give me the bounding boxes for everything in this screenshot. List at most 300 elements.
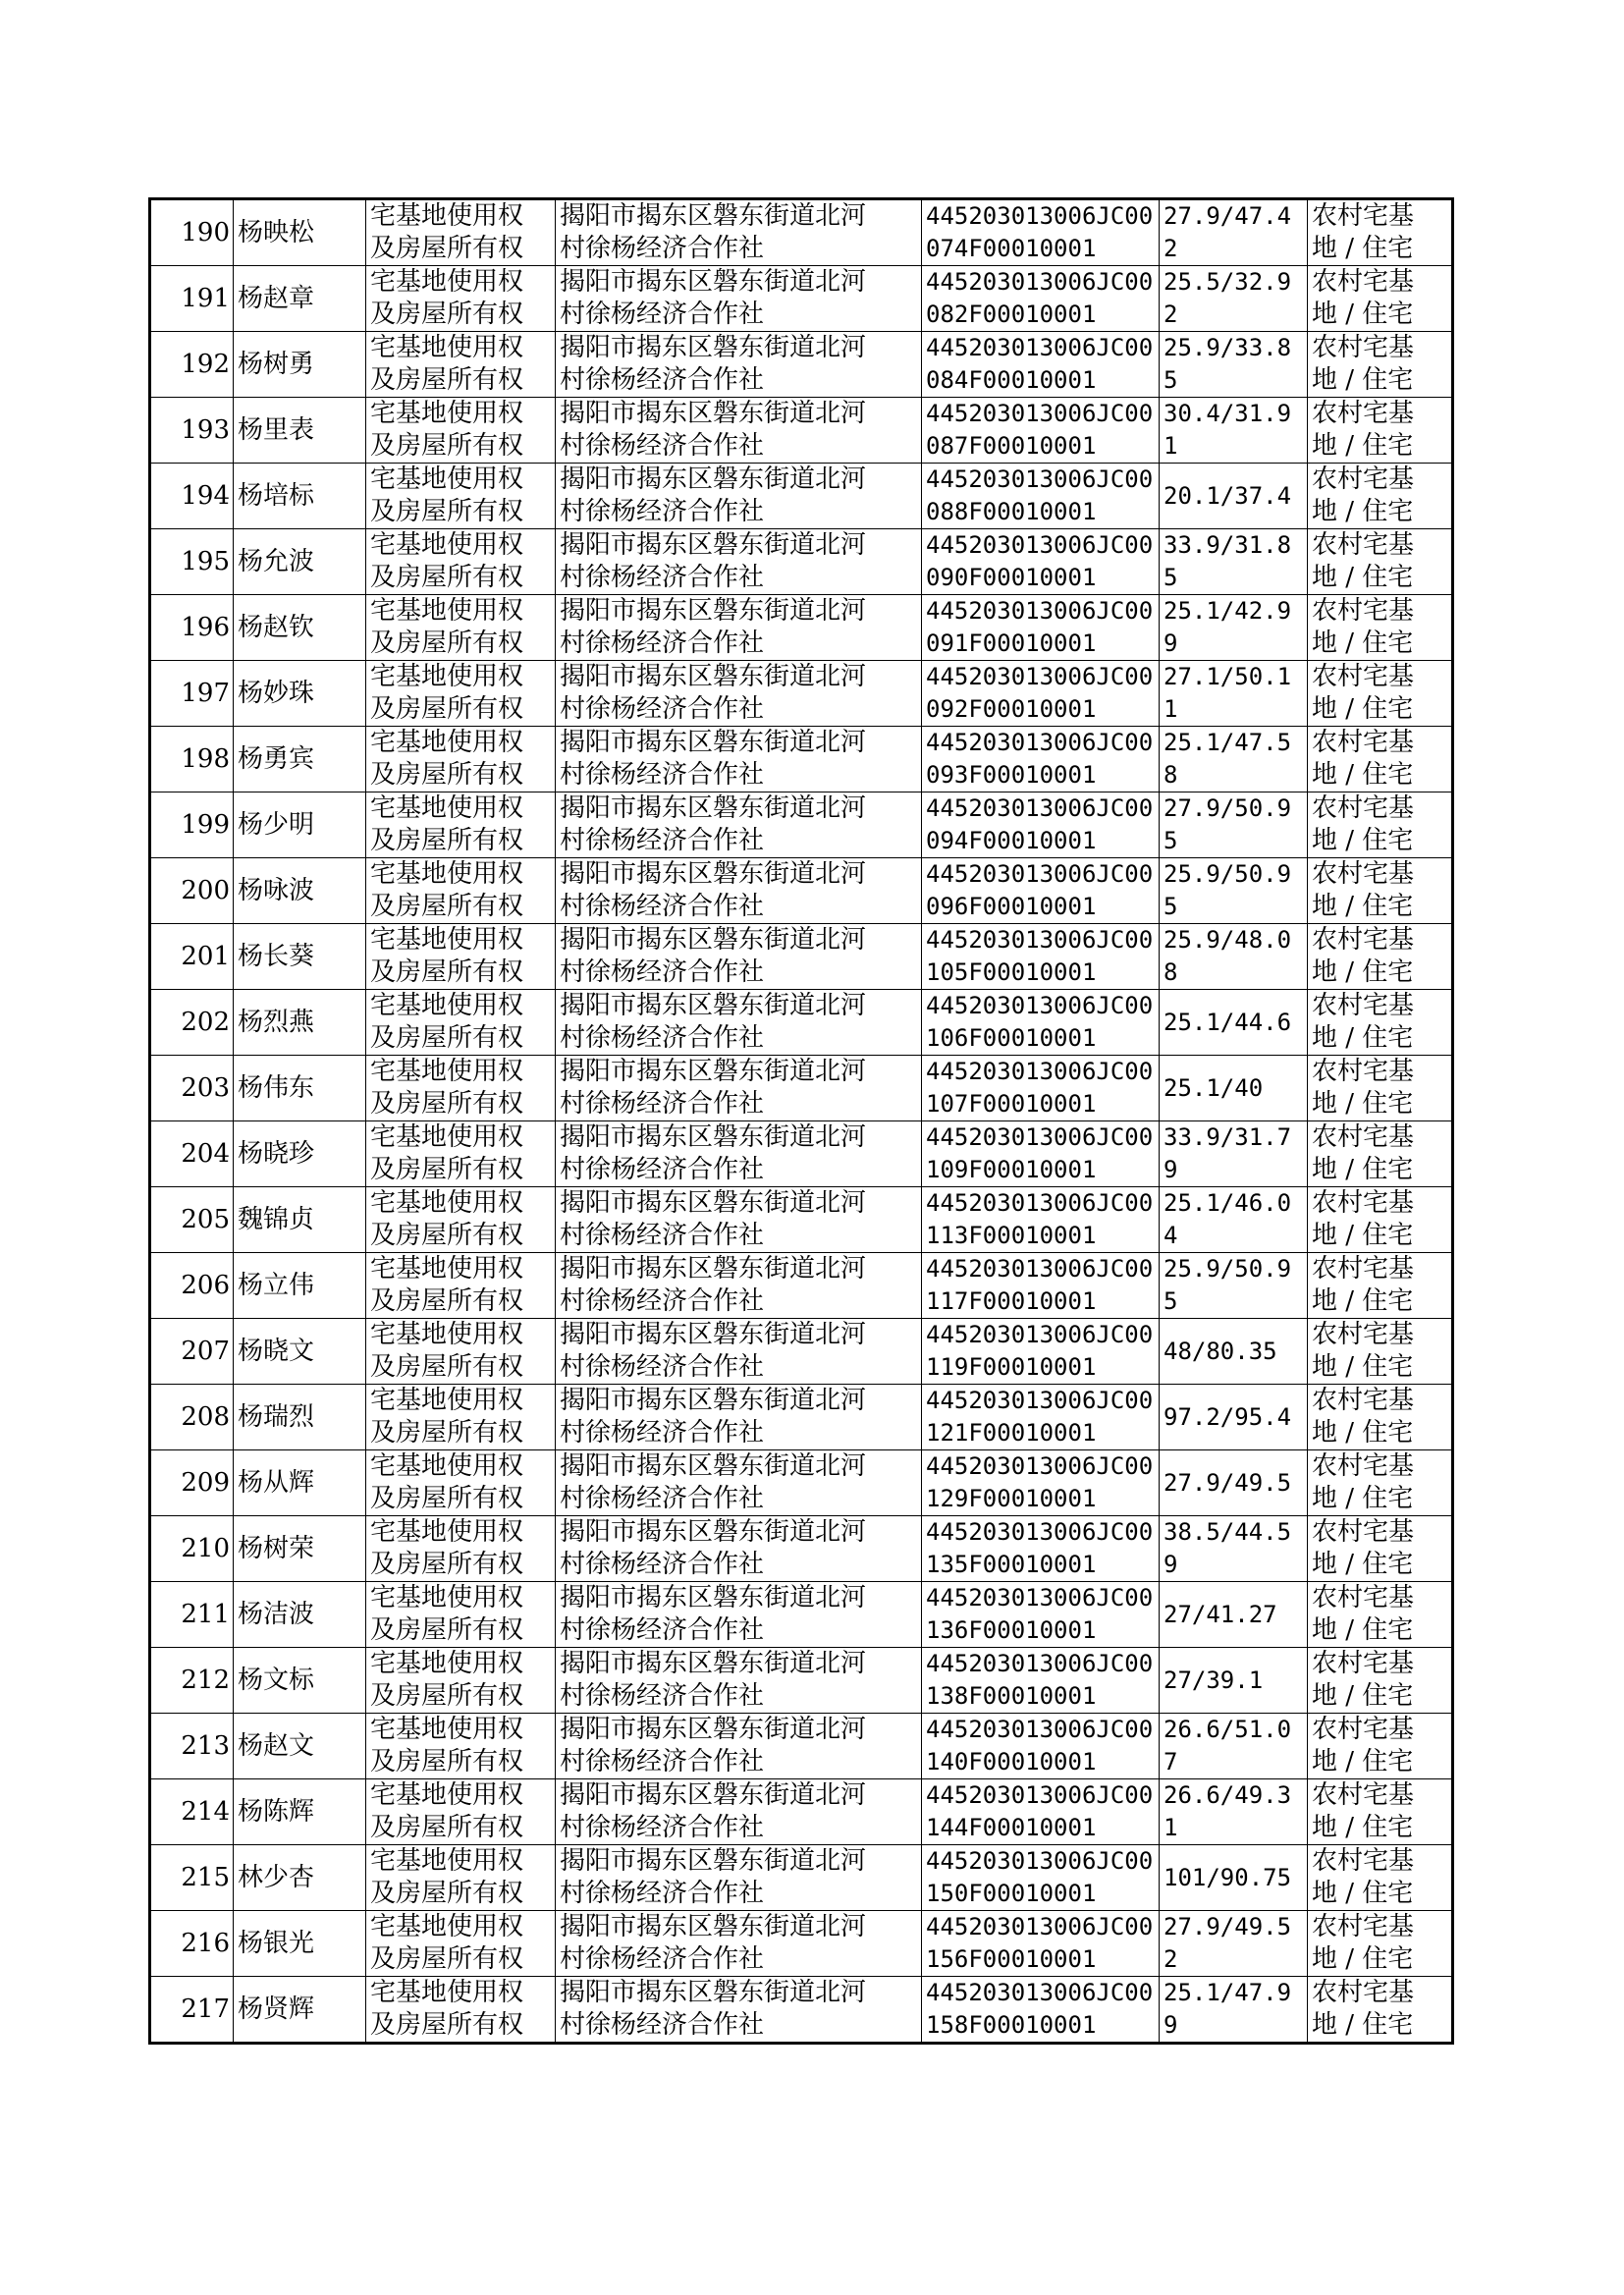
collective-org-cell-line: 村徐杨经济合作社 — [560, 1089, 765, 1119]
unit-code-cell-line: 088F00010001 — [926, 498, 1097, 525]
right-type-cell-line: 及房屋所有权 — [370, 2010, 524, 2040]
row-number-cell: 195 — [150, 529, 234, 595]
row-number-cell: 199 — [150, 792, 234, 858]
unit-code-cell-line: 445203013006JC00 — [926, 1913, 1154, 1940]
land-use-cell — [1308, 1845, 1453, 1911]
land-use-cell-line: 地 / 住宅 — [1312, 1418, 1414, 1448]
table-row — [150, 1450, 1453, 1516]
area-cell-line: 5 — [1164, 827, 1178, 854]
unit-code-cell — [922, 792, 1160, 858]
unit-code-cell-line: 144F00010001 — [926, 1814, 1097, 1841]
unit-code-cell-line: 445203013006JC00 — [926, 1255, 1154, 1283]
land-use-cell-line: 地 / 住宅 — [1312, 1089, 1414, 1119]
land-use-cell-line: 农村宅基 — [1312, 991, 1415, 1020]
collective-org-cell — [556, 1648, 922, 1714]
unit-code-cell — [922, 595, 1160, 661]
area-cell-line: 25.1/46.0 — [1164, 1189, 1292, 1217]
row-number-cell: 214 — [150, 1779, 234, 1845]
right-type-cell-line: 及房屋所有权 — [370, 1747, 524, 1776]
collective-org-cell-line: 村徐杨经济合作社 — [560, 1286, 765, 1316]
collective-org-cell-line: 村徐杨经济合作社 — [560, 1944, 765, 1974]
row-number-cell: 205 — [150, 1187, 234, 1253]
row-number-cell: 204 — [150, 1121, 234, 1187]
unit-code-cell — [922, 529, 1160, 595]
area-cell — [1160, 1056, 1308, 1121]
area-cell — [1160, 1385, 1308, 1450]
area-cell-line: 27.9/49.5 — [1164, 1913, 1292, 1940]
right-type-cell-line: 宅基地使用权 — [370, 1057, 524, 1086]
land-use-cell-line: 地 / 住宅 — [1312, 760, 1414, 790]
unit-code-cell-line: 121F00010001 — [926, 1419, 1097, 1447]
right-type-cell — [366, 1516, 556, 1582]
right-type-cell-line: 宅基地使用权 — [370, 925, 524, 955]
row-number-cell: 212 — [150, 1648, 234, 1714]
land-use-cell-line: 地 / 住宅 — [1312, 1813, 1414, 1842]
unit-code-cell-line: 106F00010001 — [926, 1024, 1097, 1052]
unit-code-cell-line: 445203013006JC00 — [926, 992, 1154, 1019]
right-type-cell — [366, 858, 556, 924]
collective-org-cell — [556, 1911, 922, 1977]
right-type-cell-line: 及房屋所有权 — [370, 1681, 524, 1711]
table-row — [150, 1385, 1453, 1450]
table-row — [150, 332, 1453, 398]
owner-name-cell: 杨里表 — [234, 398, 366, 464]
right-type-cell-line: 宅基地使用权 — [370, 793, 524, 823]
collective-org-cell-line: 村徐杨经济合作社 — [560, 1550, 765, 1579]
collective-org-cell — [556, 266, 922, 332]
area-cell-line: 27/39.1 — [1164, 1666, 1264, 1694]
unit-code-cell-line: 445203013006JC00 — [926, 531, 1154, 559]
right-type-cell — [366, 727, 556, 792]
land-use-cell — [1308, 1187, 1453, 1253]
unit-code-cell-line: 136F00010001 — [926, 1616, 1097, 1644]
land-use-cell-line: 农村宅基 — [1312, 1320, 1415, 1349]
area-cell — [1160, 1845, 1308, 1911]
unit-code-cell — [922, 199, 1160, 266]
unit-code-cell — [922, 464, 1160, 529]
unit-code-cell-line: 091F00010001 — [926, 629, 1097, 657]
owner-name-cell: 杨赵章 — [234, 266, 366, 332]
right-type-cell-line: 及房屋所有权 — [370, 1550, 524, 1579]
right-type-cell-line: 及房屋所有权 — [370, 1944, 524, 1974]
land-use-cell — [1308, 792, 1453, 858]
collective-org-cell-line: 揭阳市揭东区磐东街道北河 — [560, 1320, 867, 1349]
unit-code-cell — [922, 332, 1160, 398]
land-use-cell — [1308, 1450, 1453, 1516]
owner-name-cell: 杨从辉 — [234, 1450, 366, 1516]
right-type-cell-line: 及房屋所有权 — [370, 826, 524, 855]
right-type-cell-line: 及房屋所有权 — [370, 760, 524, 790]
land-use-cell-line: 农村宅基 — [1312, 1451, 1415, 1481]
area-cell-line: 5 — [1164, 1287, 1178, 1315]
table-row — [150, 199, 1453, 266]
collective-org-cell-line: 村徐杨经济合作社 — [560, 1879, 765, 1908]
unit-code-cell-line: 092F00010001 — [926, 695, 1097, 723]
area-cell — [1160, 792, 1308, 858]
collective-org-cell-line: 揭阳市揭东区磐东街道北河 — [560, 1188, 867, 1218]
collective-org-cell — [556, 792, 922, 858]
collective-org-cell-line: 揭阳市揭东区磐东街道北河 — [560, 1517, 867, 1547]
land-use-cell-line: 农村宅基 — [1312, 1780, 1415, 1810]
unit-code-cell — [922, 266, 1160, 332]
unit-code-cell — [922, 1911, 1160, 1977]
table-row — [150, 529, 1453, 595]
area-cell-line: 9 — [1164, 1551, 1178, 1578]
right-type-cell-line: 宅基地使用权 — [370, 596, 524, 626]
collective-org-cell — [556, 332, 922, 398]
right-type-cell — [366, 1714, 556, 1779]
collective-org-cell-line: 揭阳市揭东区磐东街道北河 — [560, 662, 867, 691]
land-use-cell — [1308, 398, 1453, 464]
unit-code-cell-line: 445203013006JC00 — [926, 926, 1154, 954]
unit-code-cell-line: 082F00010001 — [926, 301, 1097, 328]
collective-org-cell — [556, 529, 922, 595]
table-row — [150, 990, 1453, 1056]
collective-org-cell-line: 村徐杨经济合作社 — [560, 234, 765, 263]
table-row — [150, 1779, 1453, 1845]
unit-code-cell-line: 113F00010001 — [926, 1222, 1097, 1249]
right-type-cell — [366, 266, 556, 332]
area-cell — [1160, 464, 1308, 529]
collective-org-cell-line: 揭阳市揭东区磐东街道北河 — [560, 1386, 867, 1415]
area-cell — [1160, 1911, 1308, 1977]
area-cell — [1160, 858, 1308, 924]
land-use-cell-line: 农村宅基 — [1312, 333, 1415, 362]
collective-org-cell — [556, 1253, 922, 1319]
table-row — [150, 266, 1453, 332]
collective-org-cell-line: 揭阳市揭东区磐东街道北河 — [560, 1912, 867, 1941]
land-use-cell — [1308, 1385, 1453, 1450]
collective-org-cell-line: 村徐杨经济合作社 — [560, 1352, 765, 1382]
land-use-cell-line: 地 / 住宅 — [1312, 1681, 1414, 1711]
collective-org-cell-line: 揭阳市揭东区磐东街道北河 — [560, 1057, 867, 1086]
row-number-cell: 210 — [150, 1516, 234, 1582]
right-type-cell — [366, 1977, 556, 2044]
collective-org-cell-line: 村徐杨经济合作社 — [560, 1221, 765, 1250]
collective-org-cell-line: 村徐杨经济合作社 — [560, 1747, 765, 1776]
row-number-cell: 201 — [150, 924, 234, 990]
land-use-cell — [1308, 1911, 1453, 1977]
row-number-cell: 198 — [150, 727, 234, 792]
right-type-cell — [366, 1253, 556, 1319]
land-use-cell-line: 地 / 住宅 — [1312, 1484, 1414, 1513]
right-type-cell-line: 宅基地使用权 — [370, 1912, 524, 1941]
area-cell — [1160, 924, 1308, 990]
land-use-cell-line: 农村宅基 — [1312, 793, 1415, 823]
unit-code-cell-line: 445203013006JC00 — [926, 1518, 1154, 1546]
owner-name-cell: 杨瑞烈 — [234, 1385, 366, 1450]
area-cell-line: 8 — [1164, 958, 1178, 986]
unit-code-cell-line: 445203013006JC00 — [926, 334, 1154, 361]
unit-code-cell — [922, 1582, 1160, 1648]
land-use-cell-line: 农村宅基 — [1312, 201, 1415, 231]
area-cell — [1160, 1253, 1308, 1319]
right-type-cell — [366, 529, 556, 595]
collective-org-cell-line: 村徐杨经济合作社 — [560, 892, 765, 921]
owner-name-cell: 杨允波 — [234, 529, 366, 595]
land-use-cell-line: 农村宅基 — [1312, 530, 1415, 560]
collective-org-cell — [556, 1714, 922, 1779]
collective-org-cell-line: 村徐杨经济合作社 — [560, 300, 765, 329]
area-cell-line: 5 — [1164, 564, 1178, 591]
area-cell — [1160, 332, 1308, 398]
table-row — [150, 398, 1453, 464]
right-type-cell-line: 宅基地使用权 — [370, 728, 524, 757]
right-type-cell-line: 宅基地使用权 — [370, 1780, 524, 1810]
collective-org-cell-line: 村徐杨经济合作社 — [560, 760, 765, 790]
land-use-cell-line: 地 / 住宅 — [1312, 1550, 1414, 1579]
area-cell-line: 26.6/49.3 — [1164, 1781, 1292, 1809]
collective-org-cell — [556, 1319, 922, 1385]
area-cell-line: 9 — [1164, 1156, 1178, 1183]
collective-org-cell — [556, 924, 922, 990]
unit-code-cell-line: 129F00010001 — [926, 1485, 1097, 1512]
land-use-cell — [1308, 1648, 1453, 1714]
right-type-cell — [366, 1845, 556, 1911]
collective-org-cell — [556, 199, 922, 266]
land-use-cell — [1308, 727, 1453, 792]
owner-name-cell: 杨银光 — [234, 1911, 366, 1977]
unit-code-cell-line: 138F00010001 — [926, 1682, 1097, 1710]
area-cell — [1160, 1714, 1308, 1779]
area-cell-line: 25.9/48.0 — [1164, 926, 1292, 954]
land-use-cell — [1308, 595, 1453, 661]
collective-org-cell — [556, 1582, 922, 1648]
land-use-cell — [1308, 1253, 1453, 1319]
collective-org-cell-line: 揭阳市揭东区磐东街道北河 — [560, 925, 867, 955]
right-type-cell-line: 宅基地使用权 — [370, 399, 524, 428]
unit-code-cell — [922, 1385, 1160, 1450]
row-number-cell: 191 — [150, 266, 234, 332]
land-use-cell-line: 农村宅基 — [1312, 1254, 1415, 1284]
land-use-cell-line: 农村宅基 — [1312, 1583, 1415, 1612]
table-row — [150, 924, 1453, 990]
table-row — [150, 661, 1453, 727]
land-use-cell — [1308, 266, 1453, 332]
collective-org-cell — [556, 661, 922, 727]
land-use-cell — [1308, 1516, 1453, 1582]
right-type-cell — [366, 1121, 556, 1187]
unit-code-cell-line: 445203013006JC00 — [926, 1584, 1154, 1612]
right-type-cell-line: 宅基地使用权 — [370, 991, 524, 1020]
collective-org-cell — [556, 1516, 922, 1582]
right-type-cell-line: 及房屋所有权 — [370, 1813, 524, 1842]
land-use-cell — [1308, 1121, 1453, 1187]
right-type-cell-line: 及房屋所有权 — [370, 1221, 524, 1250]
right-type-cell-line: 宅基地使用权 — [370, 1978, 524, 2007]
table-row — [150, 858, 1453, 924]
land-use-cell — [1308, 332, 1453, 398]
collective-org-cell — [556, 1056, 922, 1121]
table-row — [150, 464, 1453, 529]
right-type-cell-line: 宅基地使用权 — [370, 859, 524, 889]
collective-org-cell-line: 揭阳市揭东区磐东街道北河 — [560, 464, 867, 494]
collective-org-cell-line: 村徐杨经济合作社 — [560, 1418, 765, 1448]
land-use-cell-line: 农村宅基 — [1312, 1122, 1415, 1152]
unit-code-cell — [922, 727, 1160, 792]
collective-org-cell-line: 揭阳市揭东区磐东街道北河 — [560, 201, 867, 231]
collective-org-cell-line: 揭阳市揭东区磐东街道北河 — [560, 1846, 867, 1876]
row-number-cell: 213 — [150, 1714, 234, 1779]
row-number-cell: 197 — [150, 661, 234, 727]
right-type-cell — [366, 199, 556, 266]
right-type-cell-line: 及房屋所有权 — [370, 628, 524, 658]
land-use-cell-line: 农村宅基 — [1312, 1188, 1415, 1218]
owner-name-cell: 杨晓文 — [234, 1319, 366, 1385]
area-cell-line: 9 — [1164, 629, 1178, 657]
right-type-cell-line: 宅基地使用权 — [370, 1517, 524, 1547]
unit-code-cell-line: 445203013006JC00 — [926, 729, 1154, 756]
land-use-cell-line: 农村宅基 — [1312, 1386, 1415, 1415]
collective-org-cell — [556, 858, 922, 924]
right-type-cell-line: 及房屋所有权 — [370, 1286, 524, 1316]
land-use-cell — [1308, 464, 1453, 529]
unit-code-cell-line: 445203013006JC00 — [926, 1847, 1154, 1875]
right-type-cell-line: 宅基地使用权 — [370, 267, 524, 297]
collective-org-cell-line: 村徐杨经济合作社 — [560, 1615, 765, 1645]
land-use-cell-line: 地 / 住宅 — [1312, 957, 1414, 987]
land-use-cell — [1308, 924, 1453, 990]
owner-name-cell: 杨少明 — [234, 792, 366, 858]
table-row — [150, 1977, 1453, 2044]
unit-code-cell — [922, 1648, 1160, 1714]
area-cell — [1160, 199, 1308, 266]
area-cell — [1160, 1779, 1308, 1845]
land-use-cell — [1308, 1977, 1453, 2044]
area-cell-line: 33.9/31.8 — [1164, 531, 1292, 559]
area-cell-line: 25.1/47.5 — [1164, 729, 1292, 756]
area-cell-line: 8 — [1164, 761, 1178, 789]
right-type-cell-line: 及房屋所有权 — [370, 365, 524, 395]
unit-code-cell-line: 445203013006JC00 — [926, 268, 1154, 296]
unit-code-cell-line: 158F00010001 — [926, 2011, 1097, 2039]
table-row — [150, 1582, 1453, 1648]
row-number-cell: 190 — [150, 199, 234, 266]
table-row — [150, 1319, 1453, 1385]
right-type-cell-line: 及房屋所有权 — [370, 1089, 524, 1119]
unit-code-cell — [922, 990, 1160, 1056]
land-use-cell-line: 农村宅基 — [1312, 662, 1415, 691]
collective-org-cell-line: 村徐杨经济合作社 — [560, 1155, 765, 1184]
unit-code-cell-line: 445203013006JC00 — [926, 794, 1154, 822]
unit-code-cell-line: 445203013006JC00 — [926, 202, 1154, 230]
area-cell-line: 97.2/95.4 — [1164, 1402, 1292, 1431]
unit-code-cell — [922, 1977, 1160, 2044]
owner-name-cell: 杨赵钦 — [234, 595, 366, 661]
land-use-cell-line: 地 / 住宅 — [1312, 1286, 1414, 1316]
area-cell-line: 1 — [1164, 432, 1178, 460]
row-number-cell: 203 — [150, 1056, 234, 1121]
collective-org-cell-line: 村徐杨经济合作社 — [560, 563, 765, 592]
collective-org-cell — [556, 1187, 922, 1253]
owner-name-cell: 杨长葵 — [234, 924, 366, 990]
owner-name-cell: 杨妙珠 — [234, 661, 366, 727]
unit-code-cell-line: 445203013006JC00 — [926, 1321, 1154, 1348]
unit-code-cell-line: 445203013006JC00 — [926, 860, 1154, 888]
owner-name-cell: 杨培标 — [234, 464, 366, 529]
unit-code-cell-line: 107F00010001 — [926, 1090, 1097, 1118]
unit-code-cell-line: 087F00010001 — [926, 432, 1097, 460]
land-use-cell-line: 地 / 住宅 — [1312, 1879, 1414, 1908]
area-cell — [1160, 1977, 1308, 2044]
right-type-cell — [366, 464, 556, 529]
land-use-cell-line: 地 / 住宅 — [1312, 2010, 1414, 2040]
land-use-cell-line: 农村宅基 — [1312, 1846, 1415, 1876]
area-cell-line: 27.9/47.4 — [1164, 202, 1292, 230]
unit-code-cell-line: 119F00010001 — [926, 1353, 1097, 1381]
table-body — [150, 199, 1453, 2044]
area-cell-line: 20.1/37.4 — [1164, 481, 1292, 510]
right-type-cell-line: 宅基地使用权 — [370, 201, 524, 231]
unit-code-cell — [922, 1121, 1160, 1187]
land-use-cell-line: 地 / 住宅 — [1312, 826, 1414, 855]
area-cell-line: 2 — [1164, 235, 1178, 262]
unit-code-cell-line: 445203013006JC00 — [926, 597, 1154, 625]
unit-code-cell-line: 150F00010001 — [926, 1880, 1097, 1907]
unit-code-cell — [922, 1516, 1160, 1582]
land-use-cell — [1308, 1714, 1453, 1779]
land-use-cell — [1308, 1779, 1453, 1845]
unit-code-cell-line: 093F00010001 — [926, 761, 1097, 789]
right-type-cell-line: 宅基地使用权 — [370, 1320, 524, 1349]
right-type-cell-line: 宅基地使用权 — [370, 1254, 524, 1284]
area-cell-line: 25.9/50.9 — [1164, 1255, 1292, 1283]
land-use-cell-line: 地 / 住宅 — [1312, 1944, 1414, 1974]
land-use-cell-line: 地 / 住宅 — [1312, 1155, 1414, 1184]
unit-code-cell-line: 445203013006JC00 — [926, 465, 1154, 493]
owner-name-cell: 杨伟东 — [234, 1056, 366, 1121]
table-row — [150, 1056, 1453, 1121]
land-use-cell-line: 地 / 住宅 — [1312, 694, 1414, 724]
row-number-cell: 194 — [150, 464, 234, 529]
right-type-cell — [366, 792, 556, 858]
table-row — [150, 595, 1453, 661]
area-cell-line: 25.1/47.9 — [1164, 1979, 1292, 2006]
collective-org-cell — [556, 1385, 922, 1450]
land-use-cell-line: 地 / 住宅 — [1312, 563, 1414, 592]
area-cell-line: 27.9/49.5 — [1164, 1468, 1292, 1497]
unit-code-cell — [922, 1450, 1160, 1516]
unit-code-cell-line: 445203013006JC00 — [926, 1979, 1154, 2006]
area-cell-line: 25.5/32.9 — [1164, 268, 1292, 296]
right-type-cell-line: 及房屋所有权 — [370, 1615, 524, 1645]
right-type-cell-line: 及房屋所有权 — [370, 234, 524, 263]
area-cell-line: 26.6/51.0 — [1164, 1716, 1292, 1743]
right-type-cell — [366, 1911, 556, 1977]
land-use-cell-line: 地 / 住宅 — [1312, 1615, 1414, 1645]
owner-name-cell: 林少杏 — [234, 1845, 366, 1911]
land-use-cell — [1308, 1056, 1453, 1121]
right-type-cell-line: 宅基地使用权 — [370, 1188, 524, 1218]
right-type-cell-line: 宅基地使用权 — [370, 464, 524, 494]
unit-code-cell — [922, 1319, 1160, 1385]
area-cell — [1160, 1450, 1308, 1516]
land-use-cell-line: 农村宅基 — [1312, 1978, 1415, 2007]
unit-code-cell-line: 117F00010001 — [926, 1287, 1097, 1315]
collective-org-cell-line: 揭阳市揭东区磐东街道北河 — [560, 399, 867, 428]
area-cell — [1160, 1582, 1308, 1648]
collective-org-cell — [556, 1845, 922, 1911]
land-use-cell-line: 地 / 住宅 — [1312, 497, 1414, 526]
area-cell-line: 5 — [1164, 893, 1178, 920]
collective-org-cell-line: 村徐杨经济合作社 — [560, 497, 765, 526]
area-cell-line: 9 — [1164, 2011, 1178, 2039]
right-type-cell-line: 及房屋所有权 — [370, 1418, 524, 1448]
area-cell-line: 27.1/50.1 — [1164, 663, 1292, 690]
land-use-cell-line: 农村宅基 — [1312, 859, 1415, 889]
right-type-cell-line: 及房屋所有权 — [370, 1484, 524, 1513]
collective-org-cell-line: 揭阳市揭东区磐东街道北河 — [560, 596, 867, 626]
